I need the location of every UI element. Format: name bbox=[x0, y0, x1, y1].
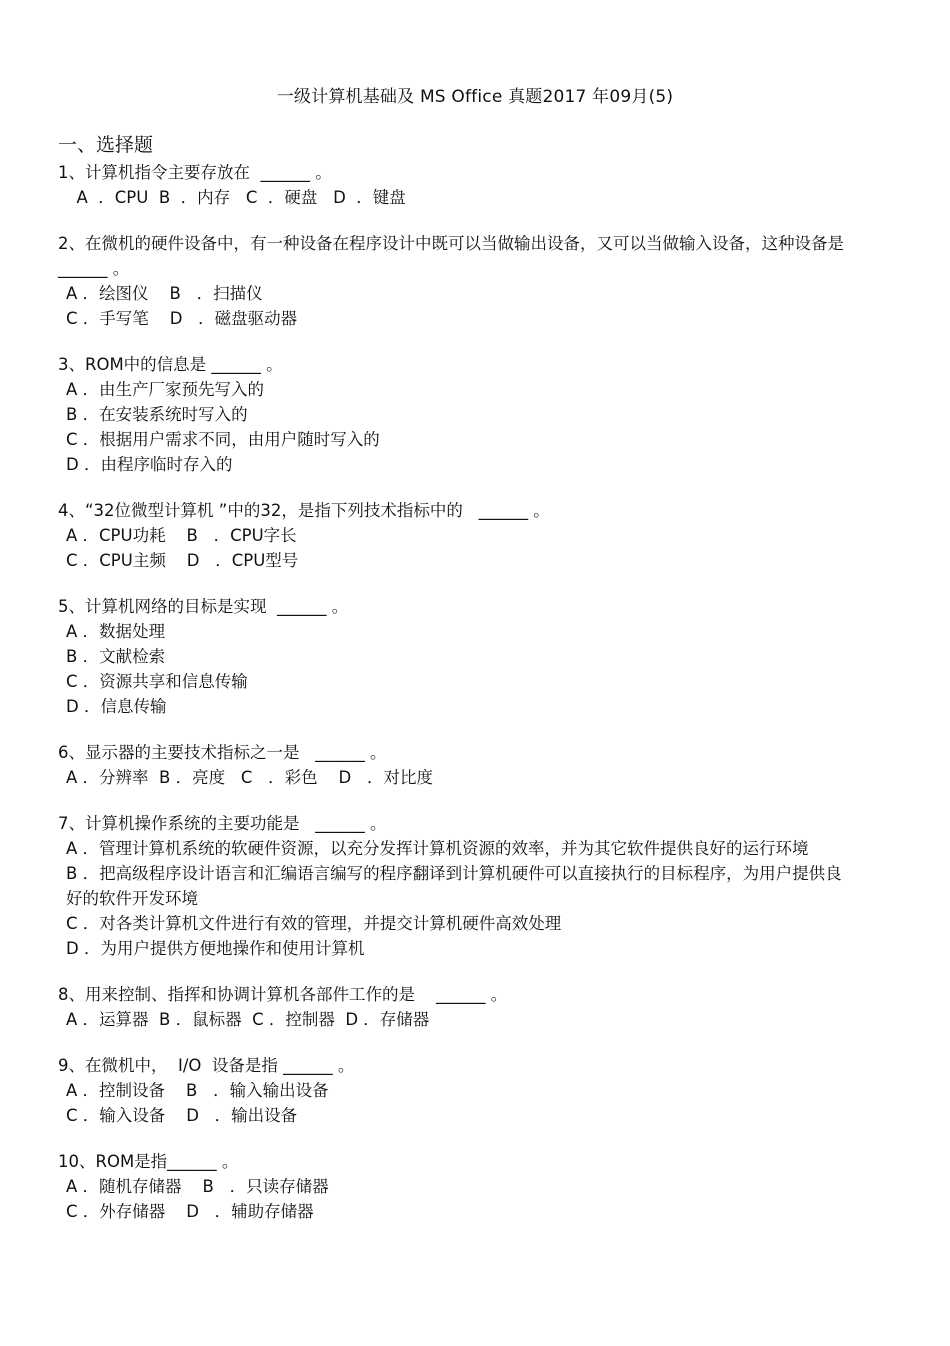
question-8 bbox=[58, 982, 848, 1032]
question-10 bbox=[58, 1149, 848, 1224]
answer-options-line: C ．CPU主频 D ．CPU型号 bbox=[66, 551, 299, 570]
question-stem: 5、计算机网络的目标是实现 ______ 。 bbox=[58, 597, 349, 616]
question-stem: 8、用来控制、指挥和协调计算机各部件工作的是 ______ 。 bbox=[58, 985, 508, 1004]
answer-options-line: A ．随机存储器 B ．只读存储器 bbox=[66, 1177, 329, 1196]
answer-options-line: C ．手写笔 D ．磁盘驱动器 bbox=[66, 309, 298, 328]
question-stem: 4、“32位微型计算机 ”中的32，是指下列技术指标中的 ______ 。 bbox=[58, 501, 550, 520]
answer-options-line: A ．运算器 B ．鼠标器 C ．控制器 D ．存储器 bbox=[66, 1010, 430, 1029]
question-stem: 1、计算机指令主要存放在 ______ 。 bbox=[58, 163, 332, 182]
answer-options-line: A ．CPU功耗 B ．CPU字长 bbox=[66, 526, 297, 545]
answer-options-line: B ．在安装系统时写入的 bbox=[66, 405, 248, 424]
answer-options-line: A ．CPU B ．内存 C ．硬盘 D ．键盘 bbox=[66, 188, 406, 207]
question-list bbox=[58, 160, 848, 1245]
question-stem: 6、显示器的主要技术指标之一是 ______ 。 bbox=[58, 743, 387, 762]
answer-options-line: C ．外存储器 D ．辅助存储器 bbox=[66, 1202, 314, 1221]
document-title: 一级计算机基础及 MS Office 真题2017 年09月(5) bbox=[276, 87, 674, 107]
question-2 bbox=[58, 231, 848, 331]
question-7 bbox=[58, 811, 848, 961]
answer-options-line: D ．信息传输 bbox=[66, 697, 167, 716]
answer-options-line: A ．分辨率 B ．亮度 C ．彩色 D ．对比度 bbox=[66, 768, 433, 787]
answer-options-line: D ．为用户提供方便地操作和使用计算机 bbox=[66, 939, 365, 958]
answer-options-line: A ．数据处理 bbox=[66, 622, 166, 641]
question-stem: 10、ROM是指______ 。 bbox=[58, 1152, 239, 1171]
answer-options-line: A ．管理计算机系统的软硬件资源，以充分发挥计算机资源的效率，并为其它软件提供良好的运行环境 bbox=[66, 839, 809, 858]
question-6 bbox=[58, 740, 848, 790]
question-4 bbox=[58, 498, 848, 573]
question-stem: 7、计算机操作系统的主要功能是 ______ 。 bbox=[58, 814, 387, 833]
answer-options-line: C ．资源共享和信息传输 bbox=[66, 672, 248, 691]
section-heading: 一、选择题 bbox=[58, 134, 154, 156]
answer-options-line: C ．根据用户需求不同，由用户随时写入的 bbox=[66, 430, 380, 449]
question-stem: 3、ROM中的信息是 ______ 。 bbox=[58, 355, 283, 374]
answer-options-line: A ．控制设备 B ．输入输出设备 bbox=[66, 1081, 329, 1100]
question-9 bbox=[58, 1053, 848, 1128]
question-5 bbox=[58, 594, 848, 719]
question-stem: 9、在微机中， I/O 设备是指 ______ 。 bbox=[58, 1056, 355, 1075]
question-stem: 2、在微机的硬件设备中，有一种设备在程序设计中既可以当做输出设备，又可以当做输入设备，这种设备是 ______ 。 bbox=[58, 234, 850, 278]
question-1 bbox=[58, 160, 848, 210]
answer-options-line: A ．由生产厂家预先写入的 bbox=[66, 380, 265, 399]
question-3 bbox=[58, 352, 848, 477]
answer-options-line: A ．绘图仪 B ．扫描仪 bbox=[66, 284, 263, 303]
answer-options-line: C ．输入设备 D ．输出设备 bbox=[66, 1106, 298, 1125]
answer-options-line: C ．对各类计算机文件进行有效的管理，并提交计算机硬件高效处理 bbox=[66, 914, 562, 933]
answer-options-line: B ．把高级程序设计语言和汇编语言编写的程序翻译到计算机硬件可以直接执行的目标程序，为用户提供良好的软件开发环境 bbox=[66, 864, 842, 908]
answer-options-line: D ．由程序临时存入的 bbox=[66, 455, 233, 474]
answer-options-line: B ．文献检索 bbox=[66, 647, 166, 666]
